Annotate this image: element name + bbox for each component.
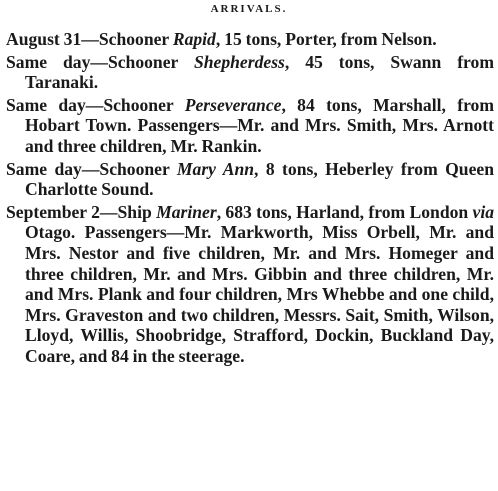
arrival-entry-perseverance: [6, 95, 494, 157]
section-heading: ARRIVALS.: [210, 3, 288, 15]
entry-details: , 15 tons, Porter, from Nelson.: [215, 29, 437, 49]
arrival-entry-rapid: [6, 29, 494, 50]
entry-details: , 683 tons, Harland, from London: [216, 201, 473, 222]
arrival-entry-mariner: [6, 202, 494, 367]
ship-name: Mariner: [156, 201, 217, 222]
entry-details: , 45 tons, Swann from Taranaki.: [25, 51, 494, 93]
arrival-entry-mary-ann: [6, 159, 494, 200]
entry-details: , 8 tons, Heberley from Queen Charlotte Sound.: [25, 158, 494, 200]
ship-name: Rapid: [172, 29, 216, 49]
ship-name: Mary Ann: [176, 158, 255, 179]
entry-date-lead: Same day—Schooner: [6, 51, 194, 72]
entry-details: , 84 tons, Marshall, from Hobart Town. Passengers—Mr. and Mrs. Smith, Mrs. Arnott and three children, Mr. Rankin.: [25, 94, 495, 156]
arrivals-list: [6, 29, 494, 369]
arrival-entry-shepherdess: [6, 52, 494, 93]
entry-date-lead: September 2—Ship: [6, 201, 157, 222]
ship-name: Shepherdess: [193, 51, 285, 72]
via-word: via: [472, 201, 495, 222]
entry-date-lead: Same day—Schooner: [6, 94, 185, 115]
entry-date-lead: August 31—Schooner: [6, 29, 173, 49]
entry-details-passengers: Otago. Passengers—Mr. Markworth, Miss Orbell, Mr. and Mrs. Nestor and five children, Mr. and Mrs. Homeger and three children, Mr. and Mrs. Gibbin and three children, Mr. and Mrs. Plank and four children, Mrs Whebbe and one child, Mrs. Graveston and two children, Messrs. Sait, Smith, Wilson, Lloyd, Willis, Shoobridge, Strafford, Dockin, Buckland Day, Coare, and 84 in the steerage.: [25, 222, 494, 366]
ship-name: Perseverance: [184, 94, 282, 115]
entry-date-lead: Same day—Schooner: [6, 158, 177, 179]
